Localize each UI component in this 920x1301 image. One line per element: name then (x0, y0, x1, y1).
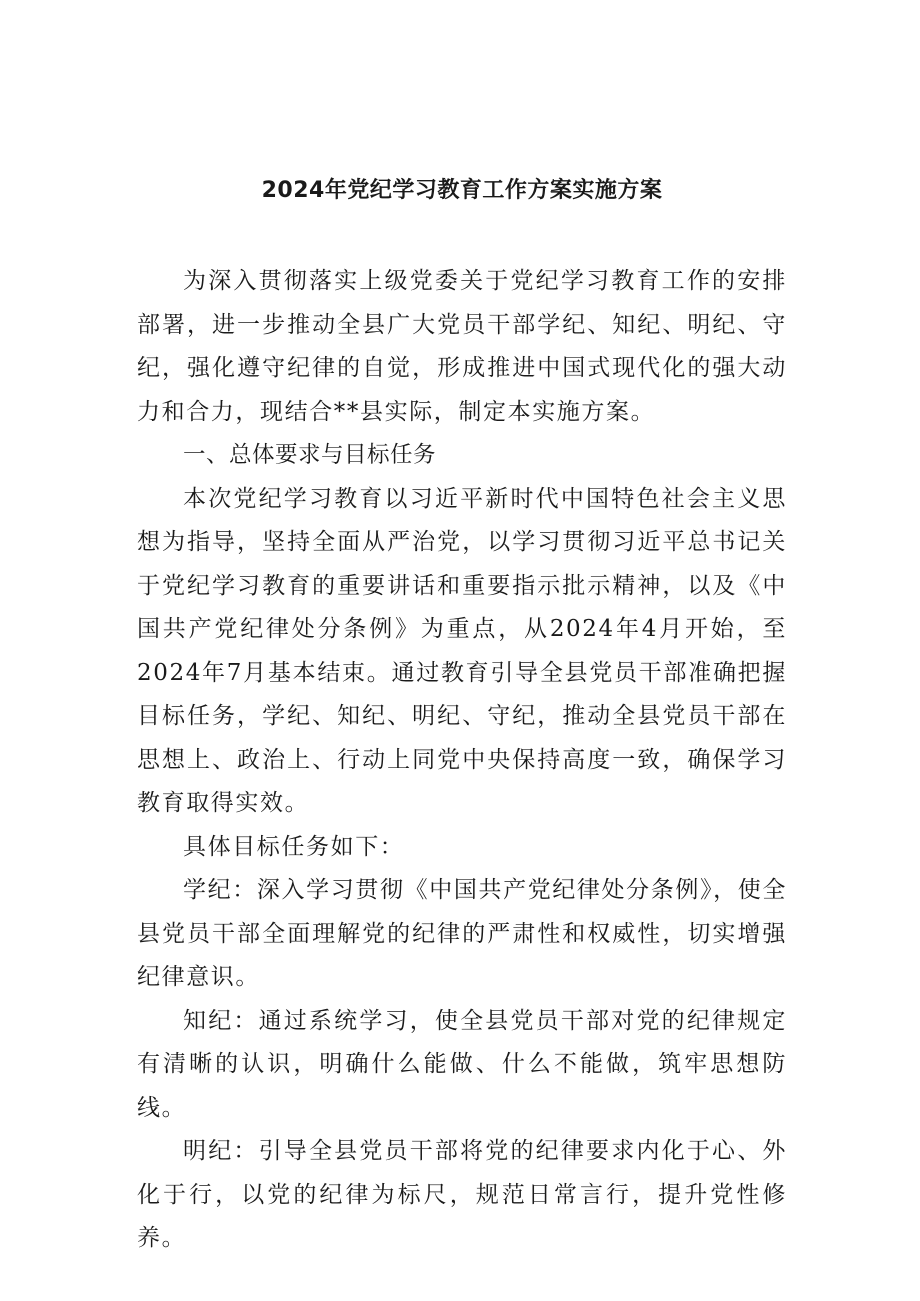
document-page (137, 174, 787, 1261)
task-mingji-paragraph: 明纪：引导全县党员干部将党的纪律要求内化于心、外化于行，以党的纪律为标尺，规范日常言行，提升党性修养。 (137, 1138, 787, 1251)
task-zhiji-paragraph: 知纪：通过系统学习，使全县党员干部对党的纪律规定有清晰的认识，明确什么能做、什么不能做，筑牢思想防线。 (137, 1007, 787, 1121)
tasks-intro-paragraph: 具体目标任务如下： (183, 833, 405, 860)
section-heading-1: 一、总体要求与目标任务 (183, 442, 437, 468)
intro-paragraph: 为深入贯彻落实上级党委关于党纪学习教育工作的安排部署，进一步推动全县广大党员干部学纪、知纪、明纪、守纪，强化遵守纪律的自觉，形成推进中国式现代化的强大动力和合力，现结合**县实际，制定本实施方案。 (137, 268, 787, 425)
document-title: 2024年党纪学习教育工作方案实施方案 (261, 178, 663, 203)
section-1-paragraph: 本次党纪学习教育以习近平新时代中国特色社会主义思想为指导，坚持全面从严治党，以学习贯彻习近平总书记关于党纪学习教育的重要讲话和重要指示批示精神，以及《中国共产党纪律处分条例》为重点，从2024年4月开始，至2024年7月基本结束。通过教育引导全县党员干部准确把握目标任务，学纪、知纪、明纪、守纪，推动全县党员干部在思想上、政治上、行动上同党中央保持高度一致，确保学习教育取得实效。 (137, 485, 787, 816)
task-xueji-paragraph: 学纪：深入学习贯彻《中国共产党纪律处分条例》，使全县党员干部全面理解党的纪律的严肃性和权威性，切实增强纪律意识。 (137, 877, 787, 990)
